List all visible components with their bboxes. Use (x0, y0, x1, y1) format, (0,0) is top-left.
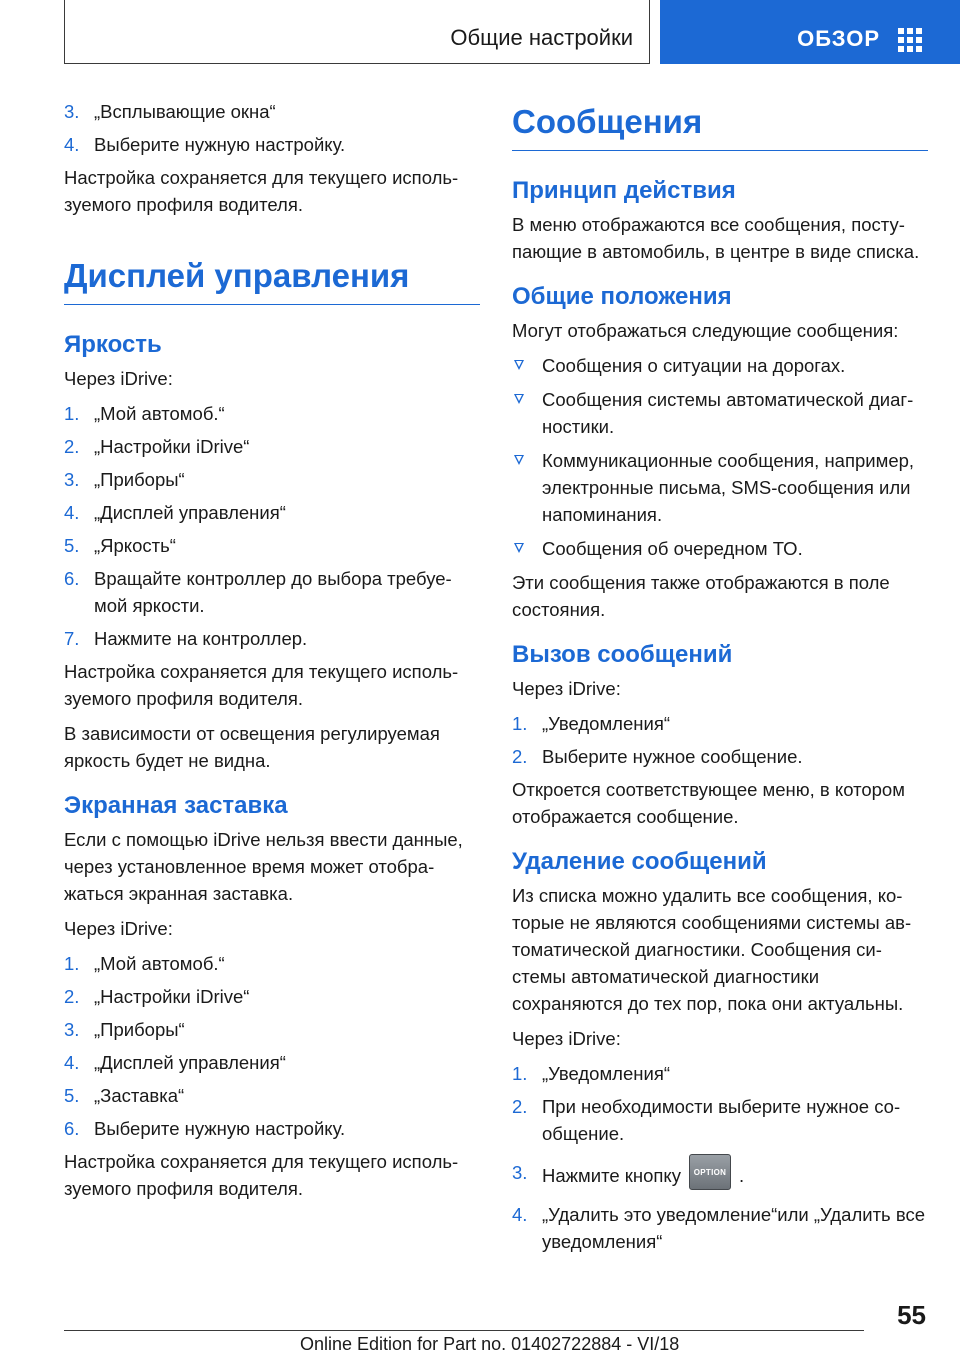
list-item: 2. Выберите нужное сообщение. (512, 746, 803, 767)
brightness-steps (64, 400, 480, 652)
grid-icon (898, 28, 922, 52)
triangle-bullet-icon (514, 394, 524, 404)
list-item: Сообщения об очередном ТО. (512, 535, 928, 562)
paragraph: Настройка сохраняется для текущего исполь‐ зуемого профиля водителя. (64, 167, 459, 215)
overview-nav-button[interactable] (660, 0, 960, 64)
heading-call-messages: Вызов сообщений (512, 641, 733, 668)
heading-principle: Принцип действия (512, 177, 736, 204)
paragraph: В зависимости от освещения регулируемая яркость будет не видна. (64, 723, 440, 771)
list-item: 3. Нажмите кнопку OPTION . (512, 1159, 928, 1195)
list-item: 3. „Всплывающие окна“ (64, 101, 276, 122)
paragraph: Откроется соответствующее меню, в котором отображается сообщение. (512, 779, 905, 827)
overview-label: ОБЗОР (797, 26, 880, 51)
paragraph: Эти сообщения также отображаются в поле состояния. (512, 572, 890, 620)
paragraph: Через iDrive: (64, 918, 173, 939)
heading-brightness: Яркость (64, 331, 162, 358)
paragraph: Настройка сохраняется для текущего исполь‐ зуемого профиля водителя. (64, 661, 459, 709)
list-item: 7. Нажмите на контроллер. (64, 628, 308, 649)
screensaver-steps (64, 950, 480, 1142)
list-item: 2. „Настройки iDrive“ (64, 436, 250, 457)
list-item: 2. „Настройки iDrive“ (64, 986, 250, 1007)
right-column (512, 98, 928, 1261)
paragraph: Из списка можно удалить все сообщения, ко‐ торые не являются сообщениями системы ав‐ томатической диагностики. Сообщения си‐ стемы автоматической диагностики сохраняются до тех пор, пока они актуальны. (512, 885, 912, 1014)
heading-control-display: Дисплей управления (64, 256, 480, 305)
paragraph: Настройка сохраняется для текущего исполь‐ зуемого профиля водителя. (64, 1151, 459, 1199)
heading-general: Общие положения (512, 283, 732, 310)
list-item: 3. „Приборы“ (64, 1019, 185, 1040)
top-steps-list (64, 98, 480, 158)
list-item: 4. „Дисплей управления“ (64, 502, 286, 523)
list-item: 5. „Яркость“ (64, 535, 176, 556)
list-item: 2. При необходимости выберите нужное со‐ общение. (512, 1096, 901, 1144)
heading-messages: Сообщения (512, 102, 928, 151)
list-item: 4. „Дисплей управления“ (64, 1052, 286, 1073)
list-item: Коммуникационные сообщения, например, электронные письма, SMS-сообщения или напоминания. (512, 447, 928, 528)
list-item: Сообщения системы автоматической диаг‐ ностики. (512, 386, 928, 440)
list-item: 1. „Уведомления“ (512, 713, 670, 734)
paragraph: Через iDrive: (512, 1028, 621, 1049)
option-button-icon: OPTION (689, 1154, 731, 1190)
section-title: Общие настройки (450, 25, 633, 50)
paragraph: Через iDrive: (512, 678, 621, 699)
paragraph: В меню отображаются все сообщения, посту‐ пающие в автомобиль, в центре в виде списка. (512, 214, 920, 262)
footer-divider (64, 1330, 864, 1331)
list-item: 4. „Удалить это уведомление“или „Удалить все уведомления“ (512, 1204, 925, 1252)
call-steps (512, 710, 928, 770)
page-header (0, 0, 960, 66)
list-item: 5. „Заставка“ (64, 1085, 185, 1106)
list-item: 1. „Уведомления“ (512, 1063, 670, 1084)
heading-screensaver: Экранная заставка (64, 792, 288, 819)
message-types-list (512, 352, 928, 562)
section-tab[interactable] (64, 0, 650, 64)
paragraph: Могут отображаться следующие сообщения: (512, 320, 899, 341)
triangle-bullet-icon (514, 543, 524, 553)
footer-edition: Online Edition for Part no. 01402722884 - VI/18 (300, 1334, 680, 1354)
list-item: Сообщения о ситуации на дорогах. (512, 352, 928, 379)
list-item: 1. „Мой автомоб.“ (64, 953, 225, 974)
heading-delete-messages: Удаление сообщений (512, 848, 767, 875)
delete-steps (512, 1060, 928, 1255)
triangle-bullet-icon (514, 360, 524, 370)
page-number: 55 (897, 1300, 926, 1330)
list-item: 3. „Приборы“ (64, 469, 185, 490)
paragraph: Если с помощью iDrive нельзя ввести данные, через установленное время может отобра‐ жаться экранная заставка. (64, 829, 463, 904)
list-item: 1. „Мой автомоб.“ (64, 403, 225, 424)
triangle-bullet-icon (514, 455, 524, 465)
left-column (64, 98, 480, 1210)
list-item: 6. Вращайте контроллер до выбора требуе‐ мой яркости. (64, 568, 452, 616)
list-item: 4. Выберите нужную настройку. (64, 134, 346, 155)
paragraph: Через iDrive: (64, 368, 173, 389)
list-item: 6. Выберите нужную настройку. (64, 1118, 346, 1139)
